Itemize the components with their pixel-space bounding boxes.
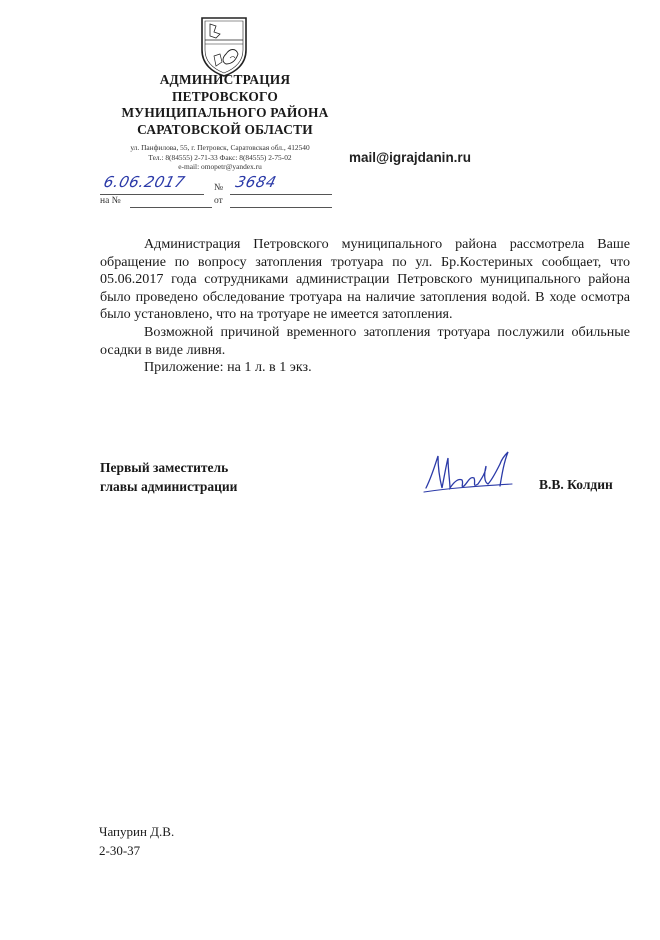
org-line: САРАТОВСКОЙ ОБЛАСТИ — [137, 121, 313, 137]
handwritten-signature — [420, 448, 530, 498]
signatory-title-line: Первый заместитель — [100, 460, 229, 475]
signatory-name: В.В. Колдин — [539, 477, 613, 492]
recipient-email: mail@igrajdanin.ru — [349, 150, 471, 165]
date-underline — [100, 194, 204, 195]
contact-email: e-mail: omopetr@yandex.ru — [178, 162, 262, 172]
handwritten-date: 6.06.2017 — [101, 173, 188, 191]
ref-date-underline — [230, 207, 332, 208]
number-underline — [230, 194, 332, 195]
organization-name — [100, 72, 350, 138]
body-paragraph: Возможной причиной временного затопления тротуара послужили обильные осадки в виде ливня. — [100, 323, 630, 358]
org-line: МУНИЦИПАЛЬНОГО РАЙОНА — [121, 105, 329, 120]
signatory-title — [100, 458, 340, 496]
body-paragraph: Администрация Петровского муниципального района рассмотрела Ваше обращение по вопросу затопления тротуара по ул. Бр.Костериных сообщает, что 05.06.2017 года сотрудниками администрации Петровского муниципального района было проведено обследование тротуара на наличие затопления водой. В ходе осмотра было установлено, что на тротуаре не имеется затопления. — [100, 236, 630, 323]
letter-body — [100, 236, 630, 377]
handwritten-number: 3684 — [233, 173, 279, 191]
number-label: № — [214, 183, 224, 193]
org-line: АДМИНИСТРАЦИЯ — [159, 72, 291, 87]
ref-date-label: от — [214, 196, 223, 206]
ref-number-underline — [130, 207, 212, 208]
ref-number-label: на № — [100, 196, 121, 206]
attachment-note: Приложение: на 1 л. в 1 экз. — [144, 359, 312, 376]
executor-info — [99, 822, 174, 860]
contact-phones: Тел.: 8(84555) 2-71-33 Факс: 8(84555) 2-75-02 — [148, 152, 292, 162]
organization-address — [104, 143, 336, 172]
executor-name: Чапурин Д.В. — [99, 824, 175, 839]
org-line: ПЕТРОВСКОГО — [172, 88, 278, 104]
executor-phone: 2-30-37 — [99, 843, 141, 858]
address-line: ул. Панфилова, 55, г. Петровск, Саратовская обл., 412540 — [130, 143, 310, 152]
coat-of-arms-icon — [196, 14, 252, 78]
signatory-title-line: главы администрации — [100, 479, 238, 494]
